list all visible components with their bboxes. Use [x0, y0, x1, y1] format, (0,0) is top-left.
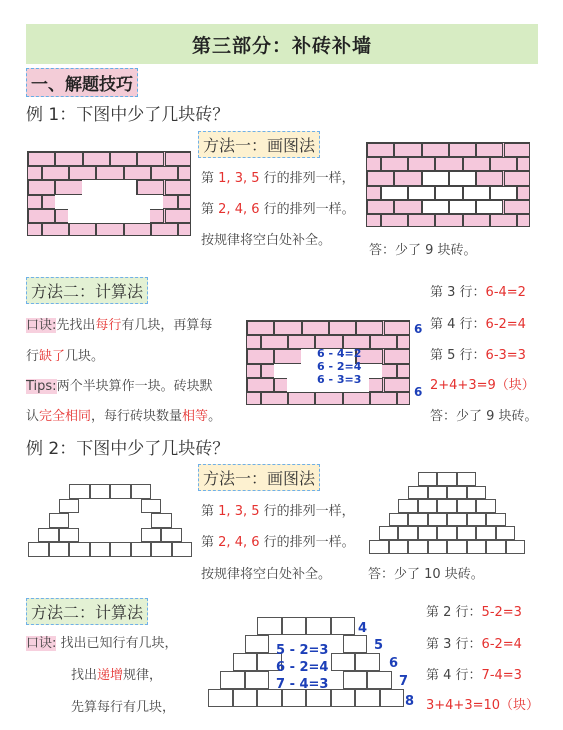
brick — [408, 486, 428, 500]
brick — [467, 513, 487, 527]
brick — [28, 209, 55, 223]
brick — [83, 152, 110, 166]
brick — [366, 157, 381, 171]
brick — [246, 335, 261, 349]
example1-tips-line1: Tips:两个半块算作一块。砖块默 — [26, 379, 213, 394]
example1-method2-title: 方法二：计算法 — [26, 277, 148, 304]
brick — [343, 635, 368, 653]
brick — [463, 214, 490, 227]
brick — [28, 542, 49, 557]
annotation-row3: 6 - 2=4 — [276, 660, 329, 675]
example1-rule-line3: 按规律将空白处补全。 — [201, 233, 332, 248]
brick — [486, 513, 506, 527]
brick — [381, 186, 408, 200]
brick — [274, 321, 301, 335]
brick — [367, 671, 392, 689]
brick — [517, 186, 530, 200]
brick — [282, 617, 307, 635]
brick — [408, 186, 435, 200]
brick — [261, 392, 288, 405]
brick — [124, 166, 151, 180]
example2-tip-line3: 先算每行有几块， — [71, 700, 176, 715]
calc2-row3: 第 3 行：6-2=4 — [426, 637, 522, 652]
calc-row3: 第 3 行：6-4=2 — [430, 285, 526, 300]
example2-tip-line2: 找出递增规律， — [71, 668, 163, 683]
brick — [257, 617, 282, 635]
brick — [408, 157, 435, 171]
brick — [447, 513, 467, 527]
brick — [463, 186, 490, 200]
example2-tip-line1: 口诀: 找出已知行有几块， — [26, 636, 178, 651]
annotation-row5: 6 - 3=3 — [317, 373, 362, 386]
brick — [55, 152, 82, 166]
brick — [381, 157, 408, 171]
brick — [27, 166, 42, 180]
brick — [367, 200, 394, 214]
brick — [274, 349, 301, 363]
brick — [110, 152, 137, 166]
brick — [165, 209, 192, 223]
brick — [28, 152, 55, 166]
example1-tip-line1: 口诀:先找出每行有几块，再算每 — [26, 318, 213, 333]
brick — [457, 526, 477, 540]
brick — [331, 689, 356, 707]
missing-area — [68, 209, 150, 223]
brick — [49, 513, 70, 528]
brick — [394, 200, 421, 214]
brick — [49, 542, 70, 557]
example1-question: 例 1：下图中少了几块砖？ — [26, 105, 230, 125]
brick — [165, 152, 192, 166]
row-count-5: 8 — [405, 694, 415, 709]
brick — [355, 689, 380, 707]
brick — [394, 171, 421, 185]
brick — [384, 378, 411, 392]
brick — [59, 528, 80, 543]
brick — [408, 540, 428, 554]
brick — [343, 392, 370, 405]
brick — [178, 166, 191, 180]
brick — [246, 392, 261, 405]
calc2-row4: 第 4 行：7-4=3 — [426, 668, 522, 683]
brick — [131, 542, 152, 557]
brick — [379, 526, 399, 540]
row-count-1: 4 — [358, 621, 368, 636]
brick — [408, 513, 428, 527]
brick — [245, 671, 270, 689]
calc-row4: 第 4 行：6-2=4 — [430, 317, 526, 332]
row-count-top: 6 — [414, 322, 423, 336]
brick — [59, 499, 80, 514]
brick — [506, 540, 526, 554]
brick — [394, 143, 421, 157]
brick — [366, 186, 381, 200]
brick — [398, 526, 418, 540]
brick — [220, 671, 245, 689]
brick — [233, 653, 258, 671]
brick — [457, 472, 477, 486]
brick — [389, 513, 409, 527]
brick — [151, 542, 172, 557]
brick — [517, 157, 530, 171]
brick — [422, 200, 449, 214]
brick — [69, 166, 96, 180]
brick — [28, 180, 55, 194]
brick — [476, 499, 496, 513]
example1-tips-line2: 认完全相同，每行砖块数量相等。 — [26, 409, 222, 424]
brick — [90, 542, 111, 557]
brick — [435, 214, 462, 227]
brick — [247, 321, 274, 335]
example1-method1-title: 方法一：画图法 — [198, 131, 320, 158]
brick — [131, 484, 152, 499]
brick — [467, 486, 487, 500]
brick — [476, 143, 503, 157]
brick — [42, 166, 69, 180]
brick — [389, 540, 409, 554]
brick — [418, 499, 438, 513]
example2-rule-line2: 第 2, 4, 6 行的排列一样。 — [201, 535, 355, 550]
brick — [247, 349, 274, 363]
brick — [161, 528, 182, 543]
example2-method1-title: 方法一：画图法 — [198, 464, 320, 491]
brick — [504, 200, 531, 214]
brick — [422, 171, 449, 185]
brick — [302, 321, 329, 335]
brick — [178, 223, 191, 236]
brick — [331, 653, 356, 671]
brick — [38, 528, 59, 543]
brick — [463, 157, 490, 171]
brick — [246, 364, 261, 378]
brick — [355, 653, 380, 671]
brick — [517, 214, 530, 227]
brick — [110, 542, 131, 557]
brick — [343, 671, 368, 689]
brick — [27, 195, 42, 209]
brick — [397, 392, 410, 405]
example1-answer: 答：少了 9 块砖。 — [369, 243, 477, 258]
brick — [398, 499, 418, 513]
brick — [172, 542, 193, 557]
brick — [233, 689, 258, 707]
brick — [435, 157, 462, 171]
brick — [151, 166, 178, 180]
brick — [151, 513, 172, 528]
brick — [370, 392, 397, 405]
brick — [476, 171, 503, 185]
example1-tip-line2: 行缺了几块。 — [26, 349, 105, 364]
brick — [367, 171, 394, 185]
brick — [384, 321, 411, 335]
brick — [437, 499, 457, 513]
brick — [449, 143, 476, 157]
brick — [356, 321, 383, 335]
brick — [245, 635, 270, 653]
brick — [69, 223, 96, 236]
brick — [366, 214, 381, 227]
brick — [418, 526, 438, 540]
brick — [178, 195, 191, 209]
brick — [437, 526, 457, 540]
brick — [428, 513, 448, 527]
brick — [467, 540, 487, 554]
example1-rule-line2: 第 2, 4, 6 行的排列一样。 — [201, 202, 355, 217]
brick — [437, 472, 457, 486]
row-count-4: 7 — [399, 674, 409, 689]
brick — [141, 528, 162, 543]
brick — [96, 166, 123, 180]
brick — [367, 143, 394, 157]
example2-method2-title: 方法二：计算法 — [26, 598, 148, 625]
example1-answer2: 答：少了 9 块砖。 — [430, 409, 538, 424]
brick — [504, 143, 531, 157]
brick — [110, 484, 131, 499]
brick — [208, 689, 233, 707]
brick — [435, 186, 462, 200]
brick — [397, 364, 410, 378]
brick — [449, 171, 476, 185]
brick — [96, 223, 123, 236]
brick — [315, 392, 342, 405]
calc2-row2: 第 2 行：5-2=3 — [426, 605, 522, 620]
brick-wall-completed — [366, 142, 530, 227]
brick — [331, 617, 356, 635]
calc-total: 2+4+3=9（块） — [430, 378, 535, 393]
brick — [380, 689, 405, 707]
brick — [69, 484, 90, 499]
brick — [137, 180, 164, 194]
calc-row5: 第 5 行：6-3=3 — [430, 348, 526, 363]
missing-area — [55, 195, 163, 209]
brick — [408, 214, 435, 227]
brick — [428, 486, 448, 500]
brick — [496, 526, 516, 540]
brick — [42, 223, 69, 236]
brick — [261, 335, 288, 349]
example1-rule-line1: 第 1, 3, 5 行的排列一样， — [201, 171, 355, 186]
brick — [384, 349, 411, 363]
annotation-row3: 6 - 4=2 — [317, 347, 362, 360]
brick — [476, 526, 496, 540]
example2-question: 例 2：下图中少了几块砖？ — [26, 439, 230, 459]
brick — [55, 180, 82, 194]
brick — [90, 484, 111, 499]
brick — [369, 540, 389, 554]
brick — [422, 143, 449, 157]
row-count-2: 5 — [374, 638, 384, 653]
page-title: 第三部分：补砖补墙 — [26, 24, 538, 64]
brick — [165, 180, 192, 194]
row-count-bottom: 6 — [414, 385, 423, 399]
brick — [137, 152, 164, 166]
brick-wall-with-hole — [27, 151, 191, 236]
brick — [329, 321, 356, 335]
brick — [306, 617, 331, 635]
calc2-total: 3+4+3=10（块） — [426, 698, 540, 713]
annotation-row4: 6 - 2=4 — [317, 360, 362, 373]
example2-rule-line1: 第 1, 3, 5 行的排列一样， — [201, 504, 355, 519]
brick — [449, 200, 476, 214]
brick — [428, 540, 448, 554]
brick — [490, 186, 517, 200]
missing-area — [82, 180, 136, 194]
section-heading: 一、解题技巧 — [26, 68, 138, 97]
row-count-3: 6 — [389, 656, 399, 671]
brick — [247, 378, 274, 392]
brick — [370, 335, 397, 349]
brick — [447, 486, 467, 500]
brick — [151, 223, 178, 236]
example2-rule-line3: 按规律将空白处补全。 — [201, 567, 332, 582]
brick — [288, 392, 315, 405]
brick — [457, 499, 477, 513]
brick — [27, 223, 42, 236]
brick — [381, 214, 408, 227]
brick — [397, 335, 410, 349]
brick — [141, 499, 162, 514]
brick — [447, 540, 467, 554]
annotation-row2: 5 - 2=3 — [276, 643, 329, 658]
brick — [124, 223, 151, 236]
brick — [486, 540, 506, 554]
brick — [490, 214, 517, 227]
brick — [504, 171, 531, 185]
example2-answer: 答：少了 10 块砖。 — [368, 567, 484, 582]
brick — [490, 157, 517, 171]
annotation-row4: 7 - 4=3 — [276, 677, 329, 692]
brick — [476, 200, 503, 214]
brick — [69, 542, 90, 557]
brick — [418, 472, 438, 486]
brick — [288, 335, 315, 349]
